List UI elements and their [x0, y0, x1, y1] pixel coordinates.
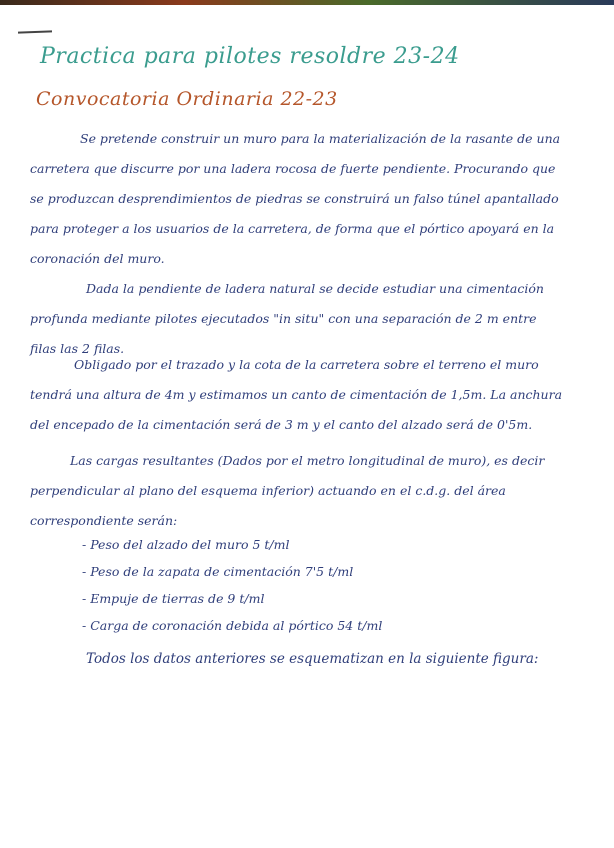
page-top-edge	[0, 0, 614, 5]
paragraph-loads-intro: Las cargas resultantes (Dados por el metro longitudinal de muro), es decir perpendicular al plano del esquema inferior) actuando en el c.d.g. del área correspondiente serán:	[30, 453, 545, 528]
page-title: Practica para pilotes resoldre 23-24	[40, 44, 460, 69]
list-item: - Peso de la zapata de cimentación 7'5 t/ml	[82, 558, 502, 585]
paragraph-foundation: Dada la pendiente de ladera natural se decide estudiar una cimentación profunda mediante pilotes ejecutados "in situ" con una separación de 2 m entre filas las 2 filas.	[30, 281, 544, 356]
list-item: - Empuje de tierras de 9 t/ml	[82, 585, 502, 612]
paragraph-dimensions: Obligado por el trazado y la cota de la carretera sobre el terreno el muro tendrá una altura de 4m y estimamos un canto de cimentación de 1,5m. La anchura del encepado de la cimentación será de 3 m y el canto del alzado será de 0'5m.	[30, 357, 563, 432]
margin-mark	[18, 30, 52, 33]
paragraph-intro: Se pretende construir un muro para la materialización de la rasante de una carretera que discurre por una ladera rocosa de fuerte pendiente. Procurando que se produzcan desprendimientos de piedras se construirá un falso túnel apantallado para proteger a los usuarios de la carretera, de forma que el pórtico apoyará en la coronación del muro.	[30, 131, 561, 266]
page-subtitle: Convocatoria Ordinaria 22-23	[36, 88, 338, 110]
loads-list	[82, 531, 502, 639]
list-item: - Peso del alzado del muro 5 t/ml	[82, 531, 502, 558]
list-item: - Carga de coronación debida al pórtico 54 t/ml	[82, 612, 502, 639]
paragraph-closing: Todos los datos anteriores se esquematizan en la siguiente figura:	[86, 651, 539, 667]
